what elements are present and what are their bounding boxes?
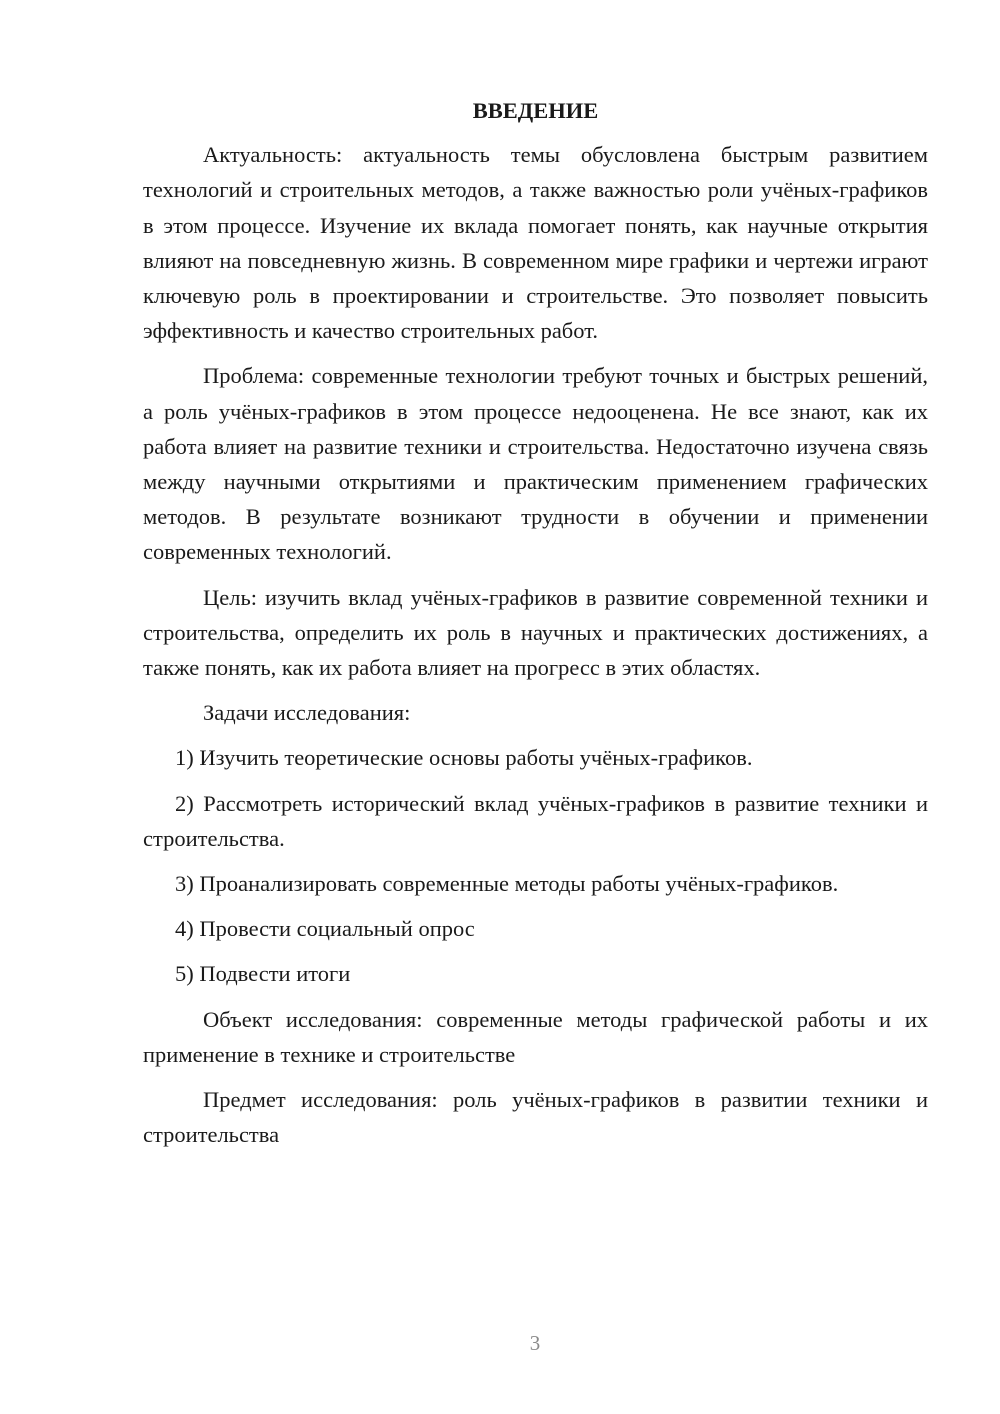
page-content [143,93,928,1162]
tasks-heading: Задачи исследования: [203,700,411,726]
list-item-task-5: 5) Подвести итоги [175,961,351,987]
page-number: 3 [529,1331,541,1355]
list-item-task-1: 1) Изучить теоретические основы работы учёных-графиков. [175,745,753,771]
paragraph-goal: Цель: изучить вклад учёных-графиков в развитие современной техники и строительства, определить их роль в научных и практических достижениях, а также понять, как их работа влияет на прогресс в этих областях. [143,584,928,681]
paragraph-relevance: Актуальность: актуальность темы обусловлена быстрым развитием технологий и строительных методов, а также важностью роли учёных-графиков в этом процессе. Изучение их вклада помогает понять, как научные открытия влияют на повседневную жизнь. В современном мире графики и чертежи играют ключевую роль в проектировании и строительстве. Это позволяет повысить эффективность и качество строительных работ. [143,142,928,344]
page-title: ВВЕДЕНИЕ [472,98,599,123]
paragraph-problem: Проблема: современные технологии требуют точных и быстрых решений, а роль учёных-графиков в этом процессе недооценена. Не все знают, как их работа влияет на развитие техники и строительства. Недостаточно изучена связь между научными открытиями и практическим применением графических методов. В результате возникают трудности в обучении и применении современных технологий. [143,363,928,565]
list-item-task-3: 3) Проанализировать современные методы работы учёных-графиков. [175,871,839,897]
list-item-task-2: 2) Рассмотреть исторический вклад учёных-графиков в развитие техники и строительства. [143,790,928,851]
list-item-task-4: 4) Провести социальный опрос [175,916,475,942]
paragraph-object: Объект исследования: современные методы графической работы и их применение в технике и строительстве [143,1006,928,1067]
paragraph-subject: Предмет исследования: роль учёных-графиков в развитии техники и строительства [143,1087,928,1148]
